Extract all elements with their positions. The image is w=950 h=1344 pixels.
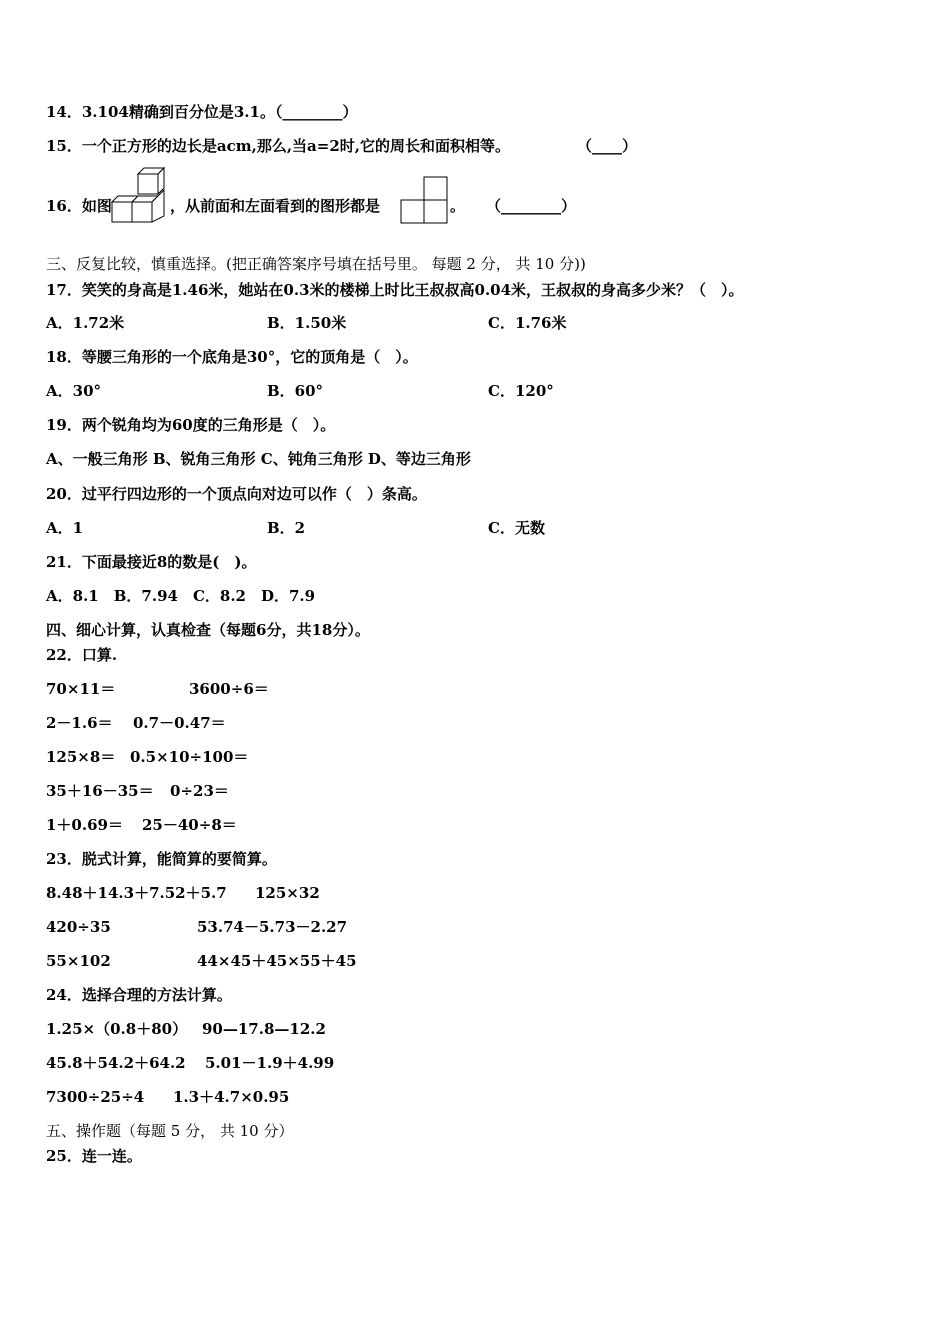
section-3-title: 三、反复比较，慎重选择。(把正确答案序号填在括号里。 每题 2 分， 共 10 分)) [46, 255, 586, 273]
section-5-title: 五、操作题（每题 5 分， 共 10 分） [46, 1122, 294, 1140]
calc-item: 70×11＝ [46, 680, 116, 698]
calc-item: 7300÷25÷4 [46, 1088, 145, 1106]
calc-item: 125×8＝ [46, 748, 116, 766]
square-top [424, 177, 447, 200]
question-18-option-a[interactable]: A．30° [46, 382, 102, 400]
calc-item: 5.01－1.9＋4.99 [205, 1054, 335, 1072]
calc-item: 90—17.8—12.2 [202, 1020, 326, 1038]
cube-side-face [152, 190, 164, 222]
cube-stack-figure [110, 166, 168, 224]
calc-item: 2－1.6＝ [46, 714, 113, 732]
calc-item: 420÷35 [46, 918, 111, 936]
question-20-option-b[interactable]: B．2 [267, 519, 306, 537]
calc-item: 1.25×（0.8＋80） [46, 1020, 188, 1038]
question-16-prefix: 16．如图 [46, 197, 112, 215]
square-bottom-right [424, 200, 447, 223]
calc-item: 55×102 [46, 952, 111, 970]
cube-front-face [132, 202, 152, 222]
question-17-option-a[interactable]: A．1.72米 [46, 314, 125, 332]
calc-item: 0.5×10÷100＝ [130, 748, 249, 766]
question-16-suffix: 。 [450, 197, 466, 215]
question-18-option-c[interactable]: C．120° [488, 382, 554, 400]
question-14: 14．3.104精确到百分位是3.1。（________） [46, 103, 358, 121]
question-25: 25．连一连。 [46, 1147, 142, 1165]
calc-item: 25－40÷8＝ [142, 816, 237, 834]
cube-front-face [112, 202, 132, 222]
question-17: 17．笑笑的身高是1.46米，她站在0.3米的楼梯上时比王叔叔高0.04米，王叔叔的身高多少米？（ ）。 [46, 281, 744, 299]
calc-item: 0÷23＝ [170, 782, 229, 800]
question-22: 22．口算. [46, 646, 118, 664]
question-21: 21．下面最接近8的数是( )。 [46, 553, 257, 571]
question-17-option-c[interactable]: C．1.76米 [488, 314, 567, 332]
question-24: 24．选择合理的方法计算。 [46, 986, 232, 1004]
question-21-options[interactable]: A．8.1 B．7.94 C．8.2 D．7.9 [46, 587, 316, 605]
section-4-title: 四、细心计算，认真检查（每题6分，共18分）。 [46, 621, 370, 639]
calc-item: 35＋16－35＝ [46, 782, 154, 800]
question-20-option-c[interactable]: C．无数 [488, 519, 545, 537]
calc-item: 44×45＋45×55＋45 [197, 952, 357, 970]
question-23: 23．脱式计算，能简算的要简算。 [46, 850, 277, 868]
question-15: 15．一个正方形的边长是acm,那么,当a=2时,它的周长和面积相等。 [46, 137, 510, 155]
question-18-option-b[interactable]: B．60° [267, 382, 324, 400]
question-20: 20．过平行四边形的一个顶点向对边可以作（ ）条高。 [46, 485, 427, 503]
calc-item: 53.74－5.73－2.27 [197, 918, 348, 936]
calc-item: 1.3＋4.7×0.95 [173, 1088, 290, 1106]
calc-item: 0.7－0.47＝ [133, 714, 226, 732]
question-18: 18．等腰三角形的一个底角是30°，它的顶角是（ ）。 [46, 348, 418, 366]
square-bottom-left [401, 200, 424, 223]
question-16-answer-blank[interactable]: （________） [486, 197, 577, 215]
cube-front-face [138, 174, 158, 194]
question-19-options[interactable]: A、一般三角形 B、锐角三角形 C、钝角三角形 D、等边三角形 [46, 450, 471, 468]
question-20-option-a[interactable]: A．1 [46, 519, 84, 537]
calc-item: 45.8＋54.2＋64.2 [46, 1054, 186, 1072]
calc-item: 8.48＋14.3＋7.52＋5.7 [46, 884, 227, 902]
view-shape-figure [400, 176, 450, 224]
question-17-option-b[interactable]: B．1.50米 [267, 314, 347, 332]
question-15-answer-blank[interactable]: （____） [577, 137, 638, 155]
calc-item: 125×32 [255, 884, 320, 902]
calc-item: 3600÷6＝ [189, 680, 269, 698]
calc-item: 1＋0.69＝ [46, 816, 123, 834]
question-16-middle: ，从前面和左面看到的图形都是 [170, 197, 381, 215]
question-19: 19．两个锐角均为60度的三角形是（ ）。 [46, 416, 336, 434]
